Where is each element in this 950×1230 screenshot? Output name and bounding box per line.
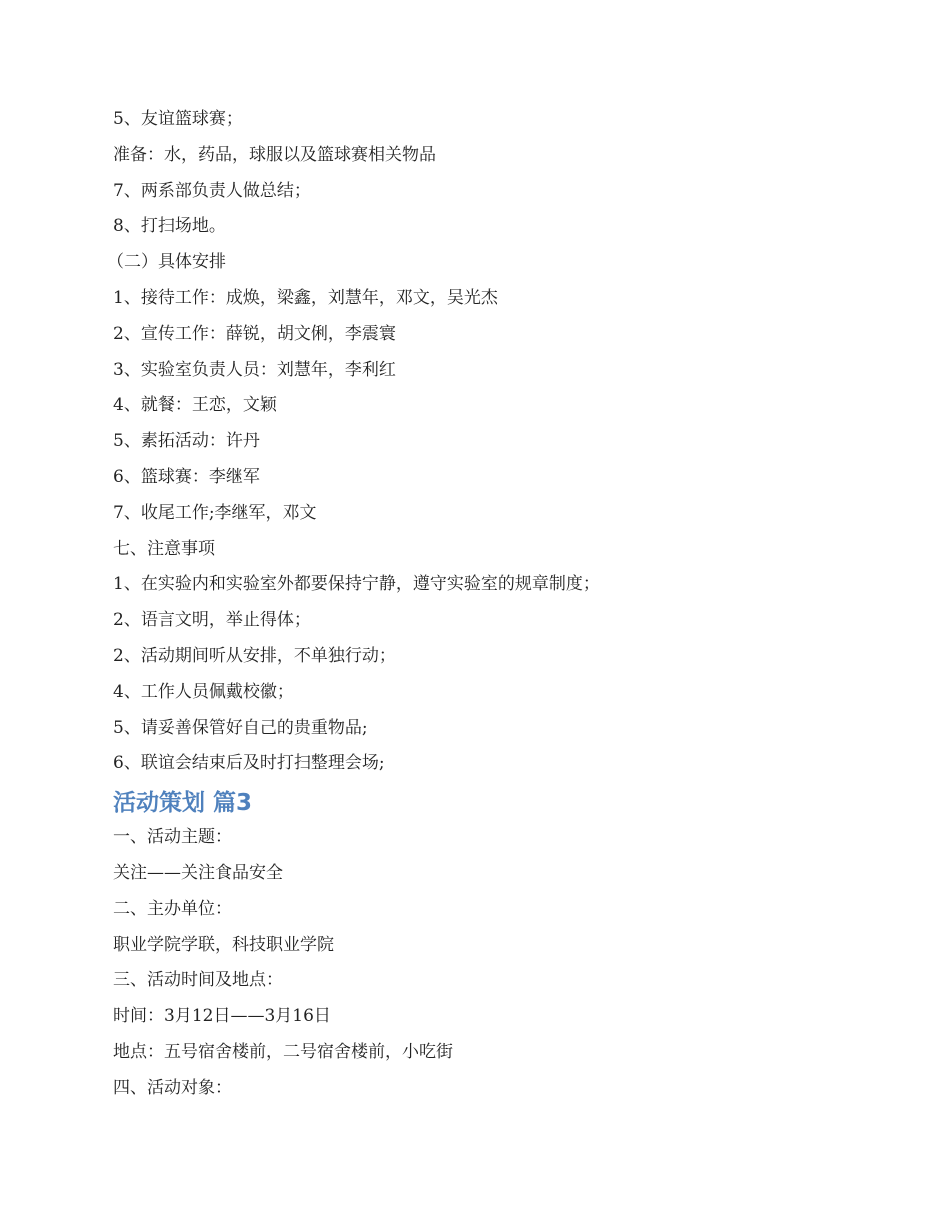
text-line: 5、请妥善保管好自己的贵重物品; xyxy=(113,717,368,738)
text-line: 职业学院学联，科技职业学院 xyxy=(113,934,334,955)
text-line: 7、收尾工作;李继军，邓文 xyxy=(113,502,317,523)
subsection-heading: （二）具体安排 xyxy=(107,252,226,273)
text-line: 2、语言文明，举止得体； xyxy=(113,610,311,631)
text-line: 2、宣传工作：薛锐，胡文俐，李震寰 xyxy=(113,323,396,344)
text-line: 7、两系部负责人做总结； xyxy=(113,180,311,201)
text-line: 6、篮球赛：李继军 xyxy=(113,466,260,487)
text-line: 5、友谊篮球赛； xyxy=(113,109,243,129)
text-line: 准备：水，药品，球服以及篮球赛相关物品 xyxy=(113,144,436,165)
text-line: 4、工作人员佩戴校徽； xyxy=(113,681,294,702)
text-line: 2、活动期间听从安排，不单独行动； xyxy=(113,645,396,666)
section-heading: 三、活动时间及地点： xyxy=(113,970,283,991)
text-line: 1、接待工作：成焕，梁鑫，刘慧年，邓文，吴光杰 xyxy=(113,287,498,308)
article-heading: 活动策划 篇3 xyxy=(113,790,253,817)
section-heading: 七、注意事项 xyxy=(113,538,215,559)
text-line: 时间：3月12日——3月16日 xyxy=(113,1006,331,1027)
section-heading: 一、活动主题： xyxy=(113,827,232,848)
document-page xyxy=(107,109,893,1114)
text-line: 1、在实验内和实验室外都要保持宁静，遵守实验室的规章制度； xyxy=(113,574,600,595)
section-heading: 二、主办单位： xyxy=(113,898,232,919)
text-line: 5、素拓活动：许丹 xyxy=(113,431,260,452)
text-line: 3、实验室负责人员：刘慧年，李利红 xyxy=(113,359,396,380)
text-line: 6、联谊会结束后及时打扫整理会场; xyxy=(113,753,385,774)
text-line: 关注——关注食品安全 xyxy=(113,862,283,883)
text-line: 4、就餐：王恋，文颖 xyxy=(113,395,277,416)
text-line: 8、打扫场地。 xyxy=(113,216,226,237)
section-heading: 四、活动对象： xyxy=(113,1077,232,1098)
text-line: 地点：五号宿舍楼前，二号宿舍楼前，小吃街 xyxy=(113,1041,453,1062)
